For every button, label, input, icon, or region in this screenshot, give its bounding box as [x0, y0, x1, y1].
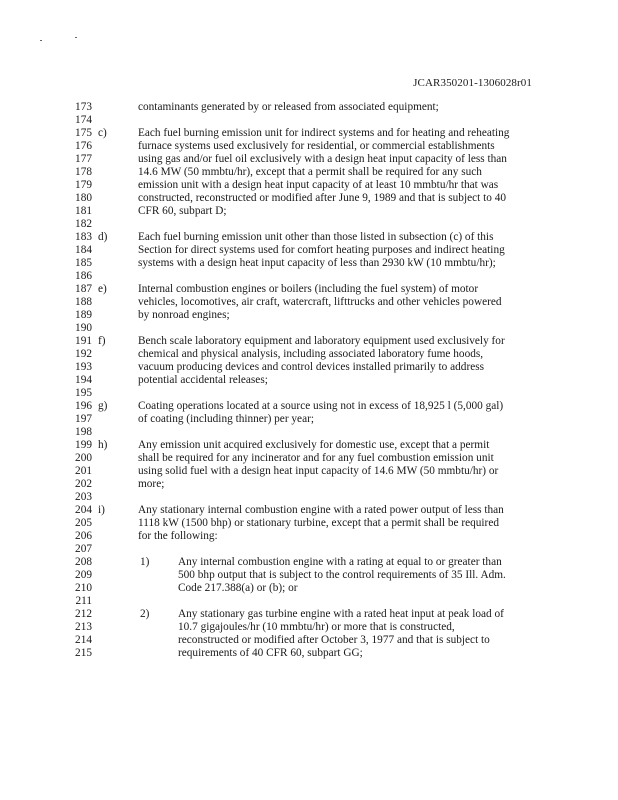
document-id: JCAR350201-1306028r01: [413, 77, 532, 89]
document-line: [0, 140, 618, 153]
line-number: 213: [75, 621, 92, 633]
document-line: [0, 582, 618, 595]
document-line: [0, 179, 618, 192]
subsection-label: e): [98, 283, 107, 295]
line-number: 199: [75, 439, 92, 451]
line-number: 210: [75, 582, 92, 594]
document-line: [0, 166, 618, 179]
document-line: [0, 218, 618, 231]
line-text: for the following:: [138, 530, 218, 542]
line-number: 197: [75, 413, 92, 425]
subsection-label: h): [98, 439, 108, 451]
line-number: 195: [75, 387, 92, 399]
subsection-label: d): [98, 231, 108, 243]
line-text: of coating (including thinner) per year;: [138, 413, 314, 425]
line-number: 185: [75, 257, 92, 269]
line-number: 173: [75, 101, 92, 113]
line-text: contaminants generated by or released from associated equipment;: [138, 101, 439, 113]
line-number: 184: [75, 244, 92, 256]
line-number: 181: [75, 205, 92, 217]
line-number: 194: [75, 374, 92, 386]
scan-speck: [40, 40, 42, 41]
document-body: [0, 101, 618, 660]
document-line: [0, 400, 618, 413]
line-number: 214: [75, 634, 92, 646]
document-line: [0, 283, 618, 296]
subsection-label: c): [98, 127, 107, 139]
line-text: emission unit with a design heat input capacity of at least 10 mmbtu/hr that was: [138, 179, 499, 191]
scan-specks: [40, 34, 100, 44]
document-line: [0, 478, 618, 491]
line-number: 201: [75, 465, 92, 477]
document-line: [0, 439, 618, 452]
document-line: [0, 192, 618, 205]
line-text: Coating operations located at a source using not in excess of 18,925 l (5,000 gal): [138, 400, 504, 412]
document-line: [0, 374, 618, 387]
line-text: Each fuel burning emission unit other than those listed in subsection (c) of this: [138, 231, 494, 243]
item-text: Code 217.388(a) or (b); or: [178, 582, 298, 594]
line-number: 190: [75, 322, 92, 334]
line-text: shall be required for any incinerator and for any fuel combustion emission unit: [138, 452, 494, 464]
document-line: [0, 556, 618, 569]
line-number: 174: [75, 114, 92, 126]
subsection-label: f): [98, 335, 106, 347]
document-line: [0, 348, 618, 361]
line-number: 176: [75, 140, 92, 152]
line-number: 202: [75, 478, 92, 490]
document-line: [0, 491, 618, 504]
line-number: 183: [75, 231, 92, 243]
item-text: Any internal combustion engine with a rating at equal to or greater than: [178, 556, 502, 568]
document-line: [0, 114, 618, 127]
document-line: [0, 543, 618, 556]
document-line: [0, 452, 618, 465]
document-line: [0, 569, 618, 582]
line-text: Any emission unit acquired exclusively for domestic use, except that a permit: [138, 439, 490, 451]
document-line: [0, 127, 618, 140]
document-line: [0, 530, 618, 543]
line-text: Bench scale laboratory equipment and laboratory equipment used exclusively for: [138, 335, 505, 347]
line-text: constructed, reconstructed or modified after June 9, 1989 and that is subject to 40: [138, 192, 506, 204]
document-line: [0, 270, 618, 283]
line-number: 191: [75, 335, 92, 347]
line-number: 178: [75, 166, 92, 178]
line-text: potential accidental releases;: [138, 374, 268, 386]
line-number: 207: [75, 543, 92, 555]
document-line: [0, 595, 618, 608]
item-label: 2): [140, 608, 150, 620]
line-text: Any stationary internal combustion engine with a rated power output of less than: [138, 504, 504, 516]
line-text: furnace systems used exclusively for residential, or commercial establishments: [138, 140, 495, 152]
line-number: 200: [75, 452, 92, 464]
line-number: 196: [75, 400, 92, 412]
document-line: [0, 361, 618, 374]
line-number: 215: [75, 647, 92, 659]
document-line: [0, 426, 618, 439]
document-line: [0, 101, 618, 114]
document-line: [0, 257, 618, 270]
document-line: [0, 504, 618, 517]
line-text: by nonroad engines;: [138, 309, 230, 321]
item-text: 500 bhp output that is subject to the control requirements of 35 Ill. Adm.: [178, 569, 506, 581]
line-text: vehicles, locomotives, air craft, watercraft, lifttrucks and other vehicles powered: [138, 296, 502, 308]
document-line: [0, 608, 618, 621]
line-text: Section for direct systems used for comfort heating purposes and indirect heating: [138, 244, 505, 256]
document-line: [0, 205, 618, 218]
line-text: 1118 kW (1500 bhp) or stationary turbine, except that a permit shall be required: [138, 517, 499, 529]
line-number: 175: [75, 127, 92, 139]
line-text: 14.6 MW (50 mmbtu/hr), except that a permit shall be required for any such: [138, 166, 482, 178]
document-line: [0, 465, 618, 478]
document-line: [0, 244, 618, 257]
line-text: more;: [138, 478, 165, 490]
line-number: 192: [75, 348, 92, 360]
line-number: 186: [75, 270, 92, 282]
line-number: 204: [75, 504, 92, 516]
item-text: requirements of 40 CFR 60, subpart GG;: [178, 647, 363, 659]
line-number: 188: [75, 296, 92, 308]
line-number: 209: [75, 569, 92, 581]
line-text: using solid fuel with a design heat input capacity of 14.6 MW (50 mmbtu/hr) or: [138, 465, 499, 477]
line-number: 177: [75, 153, 92, 165]
subsection-label: i): [98, 504, 105, 516]
item-text: reconstructed or modified after October 3, 1977 and that is subject to: [178, 634, 490, 646]
document-line: [0, 413, 618, 426]
document-line: [0, 322, 618, 335]
document-line: [0, 647, 618, 660]
line-number: 211: [75, 595, 92, 607]
document-line: [0, 231, 618, 244]
document-line: [0, 309, 618, 322]
line-number: 189: [75, 309, 92, 321]
line-number: 206: [75, 530, 92, 542]
document-line: [0, 153, 618, 166]
item-label: 1): [140, 556, 150, 568]
line-text: Each fuel burning emission unit for indirect systems and for heating and reheating: [138, 127, 510, 139]
line-text: chemical and physical analysis, including associated laboratory fume hoods,: [138, 348, 484, 360]
line-number: 187: [75, 283, 92, 295]
line-number: 182: [75, 218, 92, 230]
scan-speck: [75, 37, 77, 38]
line-number: 179: [75, 179, 92, 191]
item-text: 10.7 gigajoules/hr (10 mmbtu/hr) or more that is constructed,: [178, 621, 455, 633]
subsection-label: g): [98, 400, 108, 412]
document-line: [0, 335, 618, 348]
line-text: vacuum producing devices and control devices installed primarily to address: [138, 361, 485, 373]
line-number: 180: [75, 192, 92, 204]
line-text: using gas and/or fuel oil exclusively with a design heat input capacity of less than: [138, 153, 507, 165]
line-number: 203: [75, 491, 92, 503]
document-line: [0, 621, 618, 634]
item-text: Any stationary gas turbine engine with a rated heat input at peak load of: [178, 608, 504, 620]
line-number: 205: [75, 517, 92, 529]
line-text: systems with a design heat input capacity of less than 2930 kW (10 mmbtu/hr);: [138, 257, 496, 269]
document-line: [0, 517, 618, 530]
line-number: 198: [75, 426, 92, 438]
document-line: [0, 634, 618, 647]
line-text: CFR 60, subpart D;: [138, 205, 227, 217]
line-number: 193: [75, 361, 92, 373]
line-number: 212: [75, 608, 92, 620]
document-line: [0, 387, 618, 400]
document-line: [0, 296, 618, 309]
line-text: Internal combustion engines or boilers (including the fuel system) of motor: [138, 283, 479, 295]
line-number: 208: [75, 556, 92, 568]
